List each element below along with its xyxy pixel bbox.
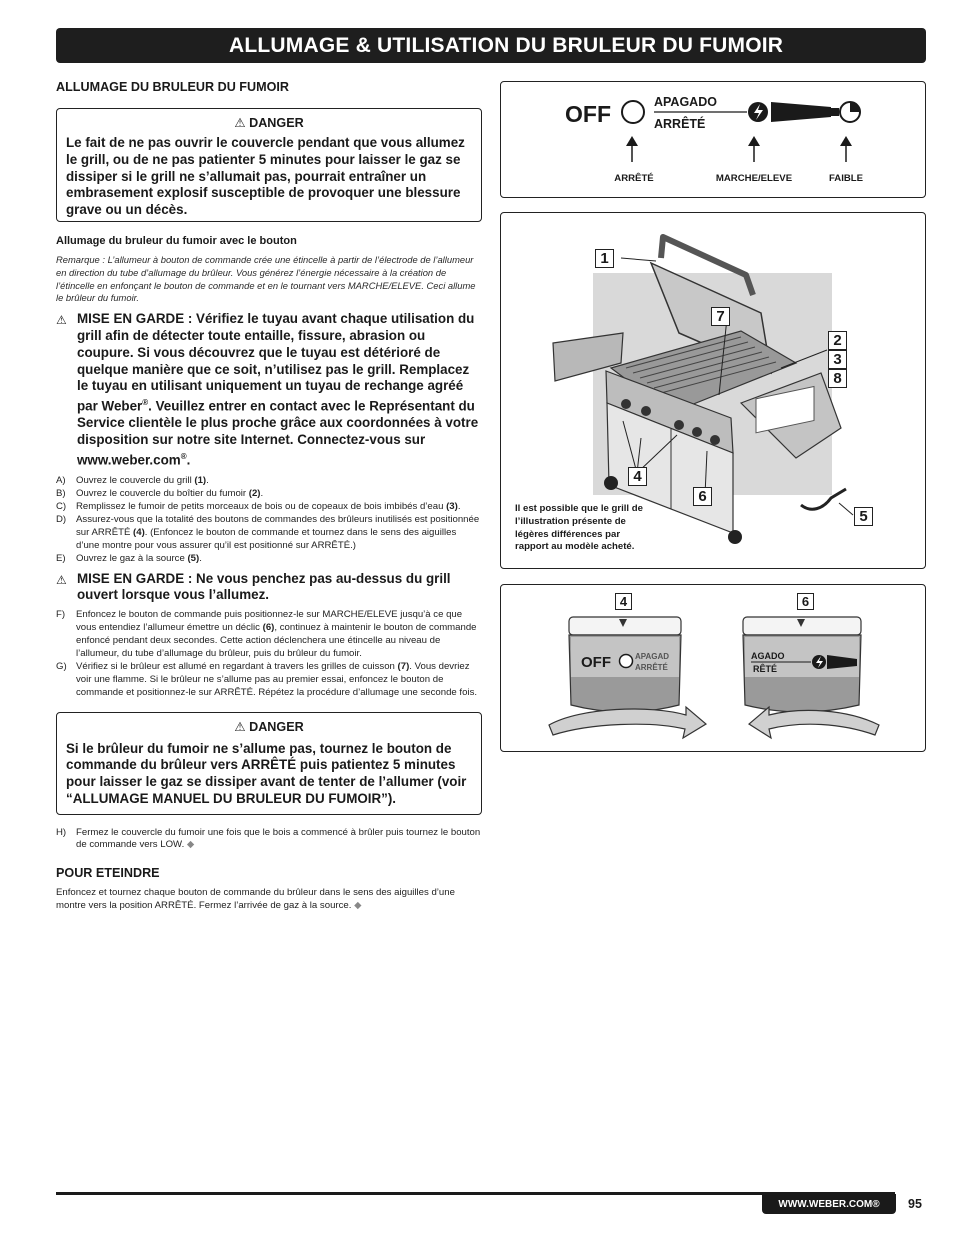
callout-7: 7 xyxy=(711,307,730,326)
callout-5: 5 xyxy=(854,507,873,526)
dial-diagram xyxy=(501,82,925,197)
danger-box-1 xyxy=(56,108,482,222)
list-item: E) Ouvrez le gaz à la source (5). xyxy=(56,552,202,564)
callout-4: 4 xyxy=(615,593,632,610)
apagado-label: APAGADO xyxy=(654,95,717,109)
left-column xyxy=(56,78,482,913)
knob-off-label: OFF xyxy=(581,654,611,671)
end-diamond-icon: ◆ xyxy=(186,839,195,851)
off-circle-icon xyxy=(620,655,633,668)
steps-f-g xyxy=(56,609,482,699)
flame-wedge-icon xyxy=(771,102,831,122)
knob-panel xyxy=(500,584,926,752)
arrete-label: ARRÊTÉ xyxy=(654,117,706,131)
grill-panel xyxy=(500,212,926,569)
knob-diagrams xyxy=(501,585,925,751)
knob-rete-label: RÊTÉ xyxy=(753,664,778,674)
knob-agado-label: AGADO xyxy=(751,651,785,661)
off-circle-icon xyxy=(622,101,644,123)
wheel xyxy=(728,530,742,544)
section-heading: ALLUMAGE DU BRULEUR DU FUMOIR xyxy=(56,80,289,94)
rotate-clockwise-arrow-icon xyxy=(549,707,706,738)
callout-8: 8 xyxy=(828,369,847,388)
list-item: D) Assurez-vous que la totalité des boutons de commandes des brûleurs inutilisés est positionnée sur ARRÊTÉ (4). (Enfoncez le bouton de commande et tournez dans le sens des aiguilles d’une montre pour vous assurer qu’il est positionné sur ARRÊTÉ.) xyxy=(56,514,480,551)
list-item: C) Remplissez le fumoir de petits morceaux de bois ou de copeaux de bois imbibés d’eau (3). xyxy=(56,501,461,513)
danger-heading: ⚠ DANGER xyxy=(234,116,304,130)
disclaimer: Il est possible que le grill de l’illustration présente de légères différences par rapport au modèle acheté. xyxy=(515,503,643,553)
warning-triangle-icon: ⚠ xyxy=(234,719,246,734)
warning-triangle-icon: ⚠ xyxy=(56,313,67,328)
warning-2: ⚠ MISE EN GARDE : Ne vous penchez pas au-dessus du grill ouvert lorsque vous l’allumez. xyxy=(56,570,451,603)
list-item: F) Enfoncez le bouton de commande puis positionnez-le sur MARCHE/ELEVE jusqu’à ce que vous entendiez l’allumeur émettre un déclic (6), continuez à maintenir le bouton de commande enfoncé pendant deux secondes. Cette action déclenchera une étincelle au niveau de l’allumeur, du tube d’allumage du brûleur, puis du brûleur du fumoir. xyxy=(56,609,477,659)
note-text: Remarque : L’allumeur à bouton de commande crée une étincelle à partir de l’électrode de l’allumeur en direction du tube d’allumage du brûleur. Vous générez l’énergie nécessaire à la création de l’étincelle en enfonçant le bouton de commande et en le tournant vers MARCHE/ELEVE. Ceci allume le brûleur du fumoir. xyxy=(56,254,476,304)
rotate-counterclockwise-arrow-icon xyxy=(749,707,879,738)
callout-2: 2 xyxy=(828,331,847,350)
off-label: OFF xyxy=(565,101,611,127)
warning-1: ⚠ MISE EN GARDE : Vérifiez le tuyau avant chaque utilisation du grill afin de détecter toute entaille, fissure, abrasion ou coupure. Si vous découvrez que le tuyau est détérioré de quelque manière que ce soit, n’utilisez pas le grill. Remplacez le tuyau en utilisant uniquement un tuyau de rechange agréé par Weber®. Veuillez entrer en contact avec le Représentant du Service clientèle le plus proche grâce aux coordonnées à votre disposition sur notre site Internet. Connectez-vous sur www.weber.com®. xyxy=(56,311,479,468)
footer-url: WWW.WEBER.COM® xyxy=(762,1194,896,1214)
knob-arrete-partial: ARRÊTÉ xyxy=(635,663,668,672)
page-title: ALLUMAGE & UTILISATION DU BRULEUR DU FUMOIR xyxy=(56,28,926,63)
danger-text: Le fait de ne pas ouvrir le couvercle pendant que vous allumez le grill, ou de ne pas patienter 5 minutes pour laisser le gaz se dissiper si le grill ne s’allumait pas, pourrait entraîner un embrasement explosif susceptible de provoquer une blessure grave ou un décès. xyxy=(66,135,465,218)
dial-panel xyxy=(500,81,926,198)
pour-eteindre-heading: POUR ETEINDRE xyxy=(56,866,160,881)
knob-apagado-partial: APAGAD xyxy=(635,652,670,661)
list-item: A) Ouvrez le couvercle du grill (1). xyxy=(56,475,209,487)
danger-box-2 xyxy=(56,712,482,815)
callout-1: 1 xyxy=(595,249,614,268)
warning-triangle-icon: ⚠ xyxy=(56,572,67,587)
page-number: 95 xyxy=(908,1197,922,1211)
callout-6: 6 xyxy=(797,593,814,610)
subheading: Allumage du bruleur du fumoir avec le bouton xyxy=(56,235,297,247)
callout-3: 3 xyxy=(828,350,847,369)
callout-6: 6 xyxy=(693,487,712,506)
label-arrete: ARRÊTÉ xyxy=(614,173,654,184)
list-item: G) Vérifiez si le brûleur est allumé en regardant à travers les grilles de cuisson (7). Vous devriez voir une flamme. Si le brûleur ne s’allume pas au premier essai, enfoncez le bouton de commande et positionnez-le sur ARRÊTÉ. Répétez la procédure d’allumage une seconde fois. xyxy=(56,660,478,698)
label-marche-eleve: MARCHE/ELEVE xyxy=(715,173,793,184)
wheel xyxy=(604,476,618,490)
list-item: B) Ouvrez le couvercle du boîtier du fumoir (2). xyxy=(56,488,264,500)
list-item: H) Fermez le couvercle du fumoir une fois que le bois a commencé à brûler puis tournez le bouton de commande vers LOW. ◆ xyxy=(56,826,481,851)
danger-text: Si le brûleur du fumoir ne s’allume pas, tournez le bouton de commande du brûleur vers ARRÊTÉ puis patientez 5 minutes pour laisser le gaz se dissiper avant de tenter de l’allumer (voir “ALLUMAGE MANUEL DU BRULEUR DU FUMOIR”). xyxy=(66,740,467,806)
steps-a-e xyxy=(56,475,482,565)
warning-triangle-icon: ⚠ xyxy=(234,116,246,130)
callout-4: 4 xyxy=(628,467,647,486)
pour-eteindre-text: Enfoncez et tournez chaque bouton de commande du brûleur dans le sens des aiguilles d’une montre vers la position ARRÊTÉ. Fermez l’arrivée de gaz à la source. ◆ xyxy=(56,887,455,912)
danger-heading: ⚠ DANGER xyxy=(234,719,304,734)
end-diamond-icon: ◆ xyxy=(354,900,362,912)
label-faible: FAIBLE xyxy=(828,173,864,184)
